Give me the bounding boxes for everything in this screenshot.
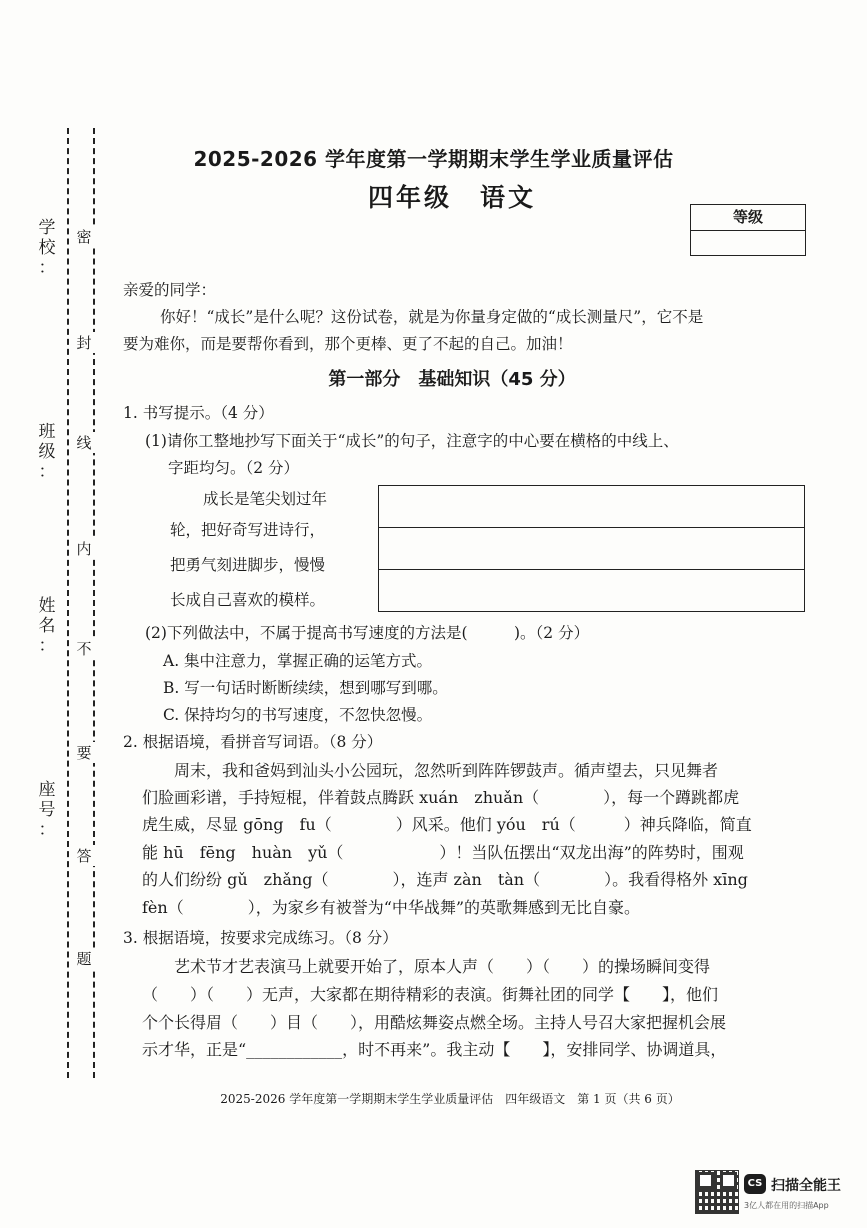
poem-line-4: 长成自己喜欢的模样。 — [170, 591, 326, 609]
handwriting-row-1[interactable] — [379, 486, 804, 528]
name-colon: ： — [38, 636, 56, 656]
seal-char-3: 线 — [73, 432, 95, 453]
seal-char-2: 封 — [73, 332, 95, 353]
camscanner-name: 扫描全能王 — [771, 1178, 841, 1194]
poem-line-2: 轮，把好奇写进诗行， — [170, 521, 326, 539]
page-footer: 2025-2026 学年度第一学期期末学生学业质量评估 四年级语文 第 1 页（共 6 页） — [220, 1092, 680, 1106]
intro-greeting: 亲爱的同学： — [123, 281, 217, 299]
qr-code-icon — [695, 1170, 739, 1214]
intro-line-1: 你好！“成长”是什么呢？这份试卷，就是为你量身定做的“成长测量尺”，它不是 — [160, 308, 704, 326]
q3-line-4: 示才华，正是“____________，时不再来”。我主动【 】，安排同学、协调道具， — [142, 1040, 727, 1059]
school-colon: ： — [38, 258, 56, 278]
camscanner-logo-icon: CS — [744, 1174, 766, 1194]
seat-colon: ： — [38, 820, 56, 840]
name-label — [36, 596, 58, 656]
q1-part1-line-2: 字距均匀。（2 分） — [168, 459, 300, 477]
seal-char-7: 答 — [73, 845, 95, 866]
grade-label: 等级 — [691, 205, 805, 231]
q2-line-5: 的人们纷纷 gǔ zhǎng（ ），连声 zàn tàn（ ）。我看得格外 xīng — [142, 870, 748, 889]
q2-line-4: 能 hū fēng huàn yǔ（ ）！当队伍摆出“双龙出海”的阵势时，围观 — [142, 843, 744, 862]
q2-title: 2. 根据语境，看拼音写词语。（8 分） — [123, 733, 383, 751]
q3-line-2: （ ）（ ）无声，大家都在期待精彩的表演。街舞社团的同学【 】，他们 — [142, 985, 719, 1004]
seat-label — [36, 780, 58, 840]
q3-line-3: 个个长得眉（ ）目（ ），用酷炫舞姿点燃全场。主持人号召大家把握机会展 — [142, 1013, 727, 1032]
exam-subtitle: 四年级 语文 — [367, 183, 536, 212]
handwriting-box — [378, 485, 805, 612]
q2-line-6: fèn（ ），为家乡有被誉为“中华战舞”的英歌舞感到无比自豪。 — [142, 898, 641, 917]
seal-char-4: 内 — [73, 538, 95, 559]
class-label — [36, 422, 58, 482]
seal-char-6: 要 — [73, 742, 95, 763]
school-label-text: 学校 — [38, 218, 56, 258]
school-label — [36, 218, 58, 278]
class-label-text: 班级 — [38, 422, 56, 462]
name-label-text: 姓名 — [38, 596, 56, 636]
seal-char-5: 不 — [73, 638, 95, 659]
q1-option-b: B. 写一句话时断断续续，想到哪写到哪。 — [163, 679, 448, 697]
q1-part2: (2)下列做法中，不属于提高书写速度的方法是( )。（2 分） — [145, 624, 590, 642]
section-1-title: 第一部分 基础知识（45 分） — [328, 369, 576, 390]
q1-part1-line-1: (1)请你工整地抄写下面关于“成长”的句子，注意字的中心要在横格的中线上、 — [145, 432, 679, 450]
poem-line-3: 把勇气刻进脚步，慢慢 — [170, 556, 326, 574]
seal-char-8: 题 — [73, 948, 95, 969]
intro-line-2: 要为难你，而是要帮你看到，那个更棒、更了不起的自己。加油！ — [123, 335, 573, 353]
seat-label-text: 座号 — [38, 780, 56, 820]
q1-title: 1. 书写提示。（4 分） — [123, 404, 274, 422]
class-colon: ： — [38, 462, 56, 482]
q2-line-1: 周末，我和爸妈到汕头小公园玩，忽然听到阵阵锣鼓声。循声望去，只见舞者 — [174, 761, 719, 780]
binding-dashed-line-left — [67, 128, 69, 1078]
grade-box — [690, 204, 806, 256]
poem-line-1: 成长是笔尖划过年 — [203, 490, 328, 508]
handwriting-row-2[interactable] — [379, 528, 804, 570]
q3-line-1: 艺术节才艺表演马上就要开始了，原本人声（ ）（ ）的操场瞬间变得 — [174, 957, 711, 976]
q1-option-c: C. 保持均匀的书写速度，不忽快忽慢。 — [163, 706, 433, 724]
q3-title: 3. 根据语境，按要求完成练习。（8 分） — [123, 929, 398, 947]
q2-line-2: 们脸画彩谱，手持短棍，伴着鼓点腾跃 xuán zhuǎn（ ），每一个蹲跳都虎 — [142, 788, 740, 807]
camscanner-tagline: 3亿人都在用的扫描App — [744, 1201, 829, 1210]
q1-option-a: A. 集中注意力，掌握正确的运笔方式。 — [163, 652, 433, 670]
binding-dashed-line-right — [93, 128, 95, 1078]
exam-title: 2025-2026 学年度第一学期期末学生学业质量评估 — [193, 147, 674, 171]
grade-field[interactable] — [691, 231, 805, 255]
handwriting-row-3[interactable] — [379, 570, 804, 611]
seal-char-1: 密 — [73, 226, 95, 247]
q2-line-3: 虎生威，尽显 gōng fu（ ）风采。他们 yóu rú（ ）神兵降临，简直 — [142, 815, 752, 834]
